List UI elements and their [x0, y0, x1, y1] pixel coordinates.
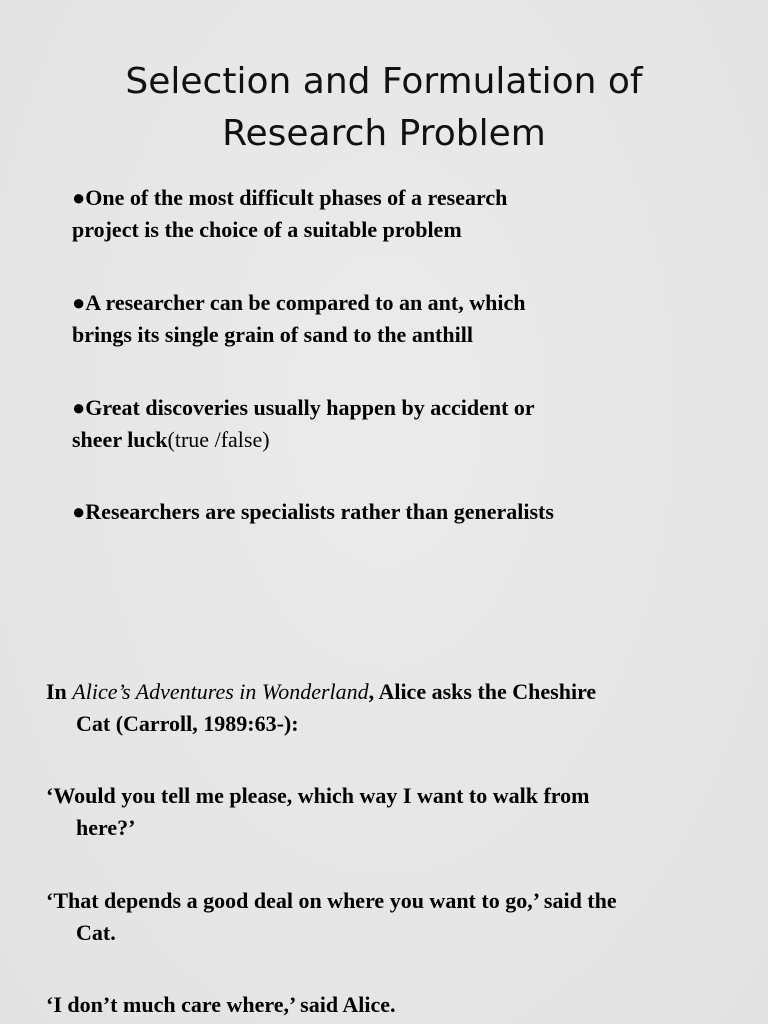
- bullet-text-line: Researchers are specialists rather than generalists: [85, 499, 554, 524]
- quote-text-line: Cat (Carroll, 1989:63-):: [76, 711, 299, 736]
- page-title: [0, 56, 768, 160]
- quote-text-line: here?’: [76, 815, 136, 840]
- bullet-text-bold: sheer luck: [72, 427, 168, 452]
- bullet-icon: ●: [72, 290, 86, 315]
- bullet-item: [72, 392, 535, 456]
- quote-text-line: ‘I don’t much care where,’ said Alice.: [46, 992, 396, 1017]
- quote-paragraph: [46, 885, 736, 949]
- quote-text-line: ‘That depends a good deal on where you want to go,’ said the: [46, 888, 617, 913]
- title-line-2: Research Problem: [222, 113, 546, 154]
- bullet-icon: ●: [72, 185, 86, 210]
- bullet-item: [72, 287, 525, 351]
- quote-text-line: , Alice asks the Cheshire: [368, 679, 597, 704]
- quote-prefix: In: [46, 679, 73, 704]
- bullet-text-line: Great discoveries usually happen by accident or: [85, 395, 535, 420]
- quote-paragraph: [46, 989, 736, 1021]
- bullet-text-line: project is the choice of a suitable problem: [72, 217, 462, 242]
- quote-text-line: ‘Would you tell me please, which way I want to walk from: [46, 783, 590, 808]
- bullet-text-line: A researcher can be compared to an ant, which: [85, 290, 526, 315]
- bullet-icon: ●: [72, 395, 86, 420]
- bullet-text-normal: (true /false): [167, 427, 270, 452]
- quote-text-line: Cat.: [76, 920, 116, 945]
- bullet-item: [72, 496, 554, 528]
- bullet-item: [72, 182, 507, 246]
- title-line-1: Selection and Formulation of: [125, 61, 643, 102]
- book-title: Alice’s Adventures in Wonderland: [72, 679, 369, 704]
- quote-paragraph: [46, 676, 736, 740]
- quote-paragraph: [46, 780, 736, 844]
- bullet-icon: ●: [72, 499, 86, 524]
- bullet-text-line: One of the most difficult phases of a research: [85, 185, 508, 210]
- bullet-text-line: brings its single grain of sand to the anthill: [72, 322, 473, 347]
